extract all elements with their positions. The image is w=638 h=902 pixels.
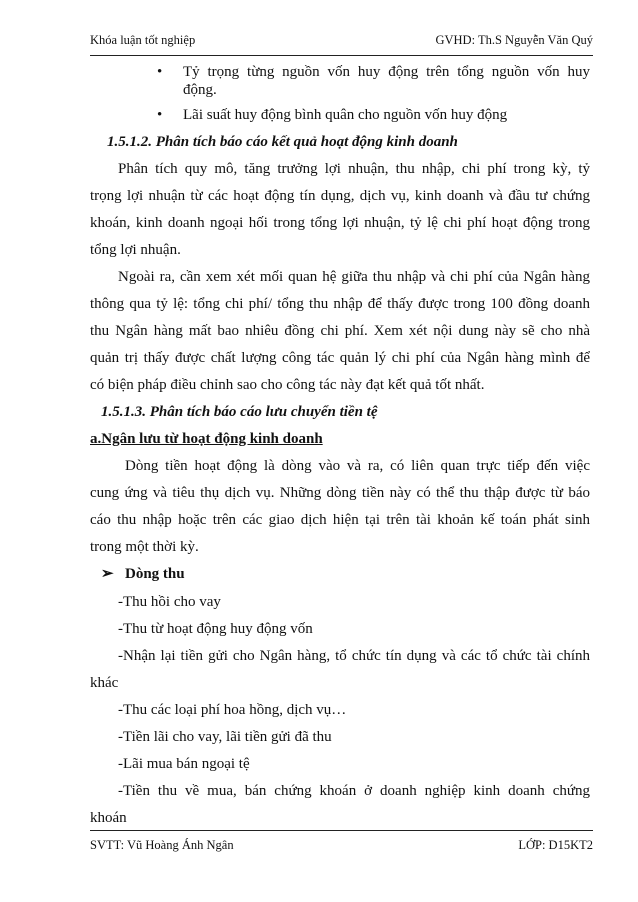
list-item: -Tiền lãi cho vay, lãi tiền gửi đã thu [118, 729, 332, 745]
paragraph-line: Dòng tiền hoạt động là dòng vào và ra, có liên quan trực tiếp đến việc [125, 458, 590, 474]
bullet-dot: • [157, 64, 163, 80]
list-item: -Nhận lại tiền gửi cho Ngân hàng, tổ chức tín dụng và các tổ chức tài chính [118, 648, 590, 664]
paragraph-line: khoán, kinh doanh ngoại hối trong tổng lợi nhuận, tỷ lệ chi phí hoạt động trong [90, 215, 590, 231]
paragraph-line: trong một thời kỳ. [90, 539, 199, 555]
list-item: -Tiền thu về mua, bán chứng khoán ở doanh nghiệp kinh doanh chứng [118, 783, 590, 799]
header-advisor-label: GVHD: Th.S Nguyễn Văn Quý [435, 33, 593, 47]
footer-student-label: SVTT: Vũ Hoàng Ánh Ngân [90, 838, 234, 852]
header-rule [90, 55, 593, 56]
list-item-continuation: khác [90, 675, 119, 691]
paragraph-line: trọng lợi nhuận từ các hoạt động tín dụng, dịch vụ, kinh doanh và đầu tư chứng [90, 188, 590, 204]
list-title: Dòng thu [125, 566, 185, 582]
paragraph-line: Ngoài ra, cần xem xét mối quan hệ giữa thu nhập và chi phí của Ngân hàng [118, 269, 590, 285]
list-item-continuation: khoán [90, 810, 127, 826]
paragraph-line: có biện pháp điều chỉnh sao cho công tác này đạt kết quả tốt nhất. [90, 377, 485, 393]
paragraph-line: tổng lợi nhuận. [90, 242, 181, 258]
header-thesis-label: Khóa luận tốt nghiệp [90, 33, 196, 47]
subsection-heading: a.Ngân lưu từ hoạt động kinh doanh [90, 431, 323, 447]
list-item: -Lãi mua bán ngoại tệ [118, 756, 250, 772]
paragraph-line: cáo thu nhập hoặc trên các giao dịch hiện tại trên tài khoản kế toán phát sinh [90, 512, 590, 528]
list-item: -Thu từ hoạt động huy động vốn [118, 621, 313, 637]
arrow-bullet-icon: ➢ [101, 566, 114, 582]
paragraph-line: Phân tích quy mô, tăng trưởng lợi nhuận, thu nhập, chi phí trong kỳ, tỷ [118, 161, 590, 177]
footer-rule [90, 830, 593, 831]
section-heading: 1.5.1.3. Phân tích báo cáo lưu chuyển tiền tệ [101, 404, 378, 420]
list-item: -Thu các loại phí hoa hồng, dịch vụ… [118, 702, 347, 718]
bullet-item-line: động. [183, 82, 217, 98]
paragraph-line: quản trị thấy được chất lượng công tác quản lý chi phí của Ngân hàng mình để [90, 350, 590, 366]
paragraph-line: thông qua tỷ lệ: tổng chi phí/ tổng thu nhập để thấy được trong 100 đồng doanh [90, 296, 590, 312]
footer-class-label: LỚP: D15KT2 [518, 838, 593, 852]
bullet-item-line: Tỷ trọng từng nguồn vốn huy động trên tổng nguồn vốn huy [183, 64, 590, 80]
bullet-item-line: Lãi suất huy động bình quân cho nguồn vốn huy động [183, 107, 508, 123]
paragraph-line: thu Ngân hàng mất bao nhiêu đồng chi phí. Xem xét nội dung này sẽ cho nhà [90, 323, 590, 339]
list-item: -Thu hồi cho vay [118, 594, 221, 610]
section-heading: 1.5.1.2. Phân tích báo cáo kết quả hoạt động kinh doanh [107, 134, 458, 150]
bullet-dot: • [157, 107, 163, 123]
paragraph-line: cung ứng và tiêu thụ dịch vụ. Những dòng tiền này có thể thu thập được từ báo [90, 485, 590, 501]
